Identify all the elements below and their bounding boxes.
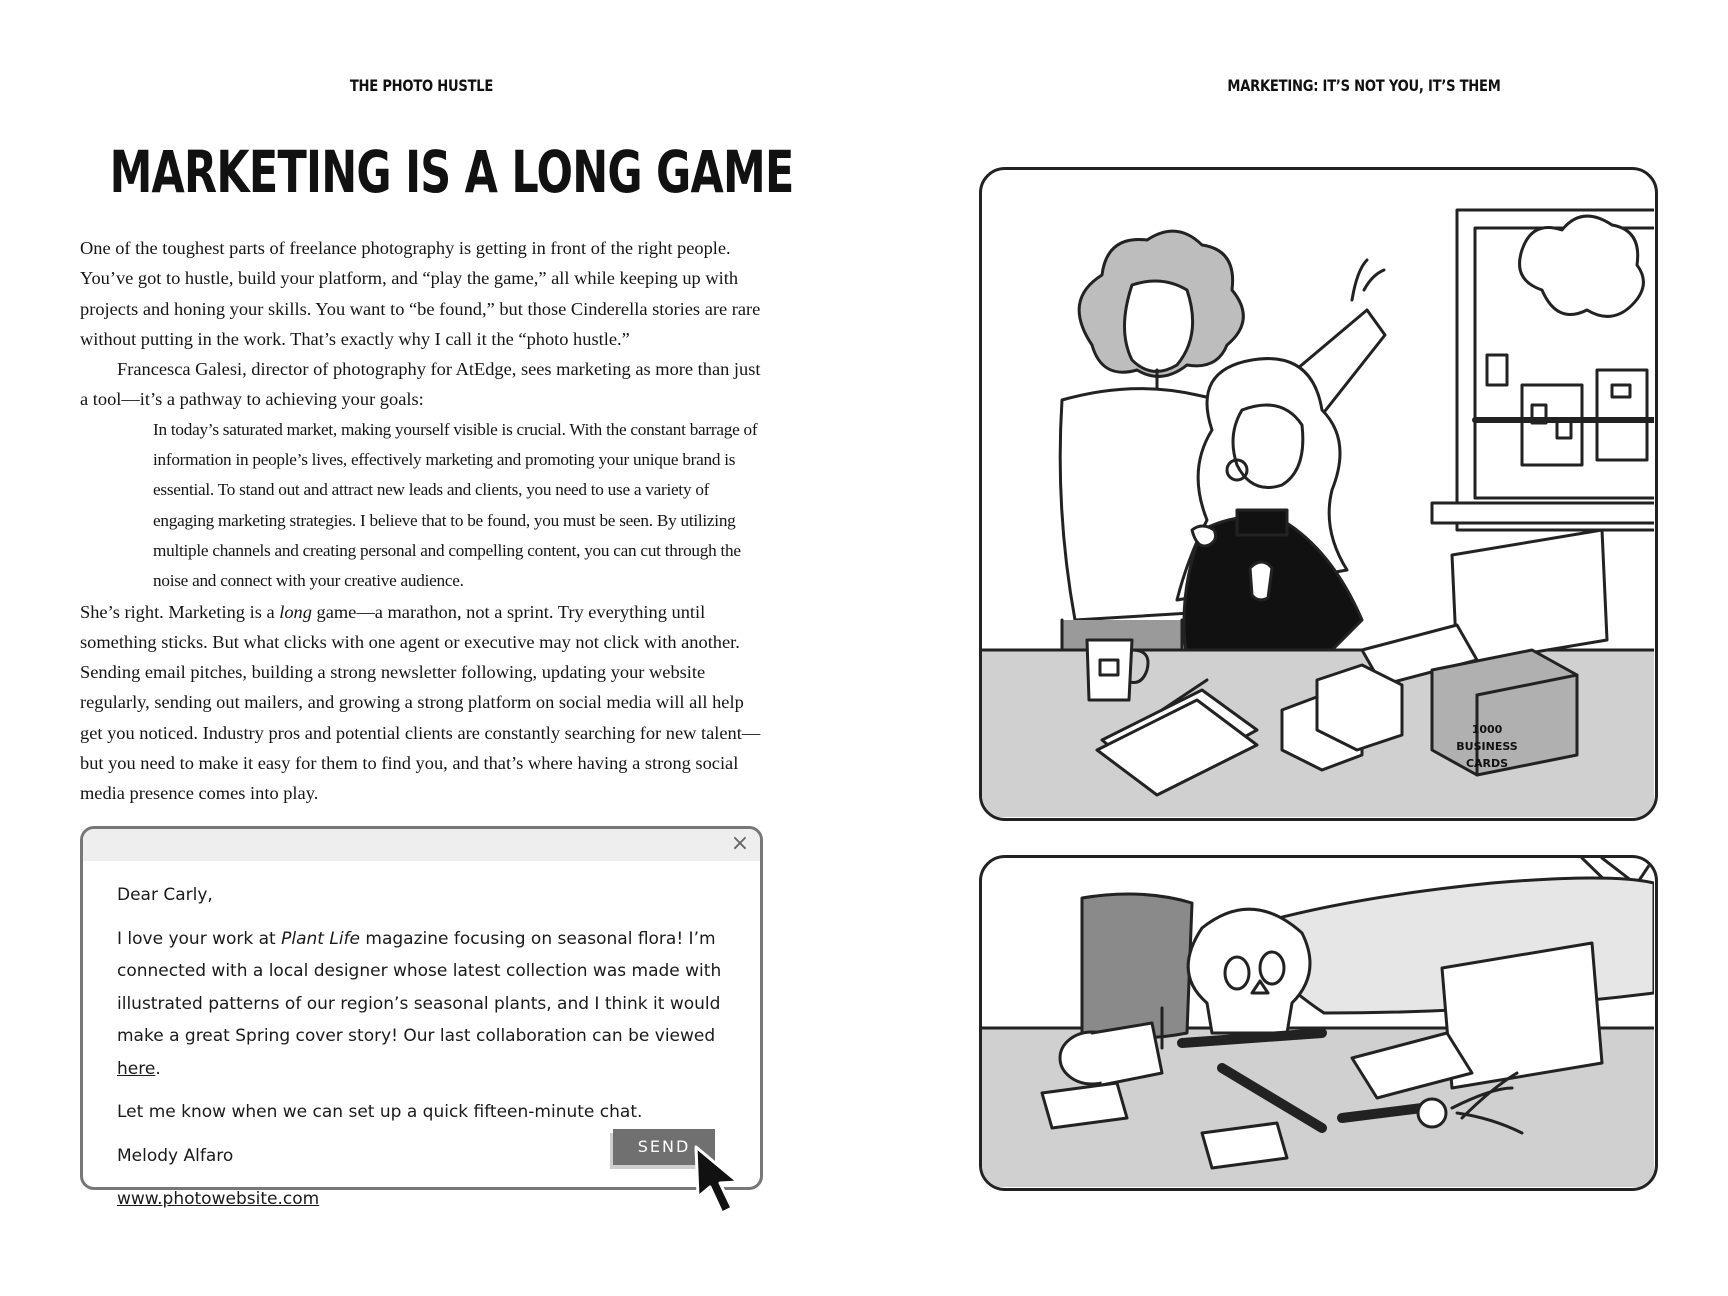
chapter-title: MARKETING IS A LONG GAME — [109, 138, 794, 206]
email-title-bar — [83, 829, 760, 861]
box-label-cards: CARDS — [1465, 757, 1509, 770]
paragraph-3 — [80, 597, 770, 809]
pull-quote: In today’s saturated market, making yourself visible is crucial. With the constant barrage of information in people’s lives, effectively marketing and promoting your unique brand is essential. To stand out and attract new leads and clients, you need to use a variety of engaging marketing strategies. I believe that to be found, you must be seen. By utilizing multiple channels and creating personal and compelling content, you can cut through the noise and connect with your creative audience. — [153, 419, 758, 591]
paragraph-3-emphasis: long — [279, 601, 312, 622]
close-icon[interactable]: × — [730, 831, 750, 856]
cursor-arrow-icon — [692, 1143, 754, 1219]
running-head-right: MARKETING: IT’S NOT YOU, IT’S THEM — [1227, 76, 1501, 95]
website-link[interactable]: www.photowebsite.com — [117, 1189, 320, 1209]
here-link[interactable]: here — [117, 1058, 156, 1079]
paragraph-1: One of the toughest parts of freelance photography is getting in front of the right people. You’ve got to hustle, build your platform, and “play the game,” all while keeping up with projects and honing your skills. You want to “be found,” but those Cinderella stories are rare without putting in the work. That’s exactly why I call it the “photo hustle.” — [80, 238, 761, 349]
email-body — [117, 879, 737, 1227]
email-window — [80, 826, 763, 1209]
box-label-business: BUSINESS — [1456, 740, 1518, 753]
office-illustration — [982, 170, 1654, 817]
send-button[interactable]: SEND — [613, 1129, 715, 1165]
running-head: THE PHOTO HUSTLE — [349, 76, 494, 95]
email-message — [117, 923, 737, 1086]
illustration-panel-skeleton — [979, 855, 1658, 1191]
email-greeting: Dear Carly, — [117, 885, 213, 905]
illustration-panel-office — [979, 167, 1658, 821]
email-message-start: I love your work at — [117, 928, 282, 949]
magazine-name: Plant Life — [281, 928, 360, 949]
paragraph-3-end: game—a marathon, not a sprint. Try everything until something sticks. But what clicks with one agent or executive may not click with another. Sending email pitches, building a strong newsletter following, updating your website regularly, sending out mailers, and growing a strong platform on social media will all help get you noticed. Industry pros and potential clients are constantly searching for new talent—but you need to make it easy for them to find you, and that’s where having a strong social media presence comes into play. — [80, 601, 761, 804]
paragraph-2: Francesca Galesi, director of photography for AtEdge, sees marketing as more than just a tool—it’s a pathway to achieving your goals: — [80, 359, 761, 410]
box-label-number: 1000 — [1471, 723, 1503, 736]
body-text — [80, 233, 770, 809]
skeleton-illustration — [982, 858, 1654, 1187]
email-signature: Melody Alfaro — [117, 1145, 234, 1166]
email-message-middle: magazine focusing on seasonal flora! I’m connected with a local designer whose latest collection was made with illustrated patterns of our region’s seasonal plants, and I think it would make a great Spring cover story! Our last collaboration can be viewed — [117, 928, 722, 1046]
email-message-end: . — [155, 1058, 161, 1079]
paragraph-3-start: She’s right. Marketing is a — [80, 601, 280, 622]
email-closing: Let me know when we can set up a quick fifteen-minute chat. — [117, 1102, 643, 1122]
